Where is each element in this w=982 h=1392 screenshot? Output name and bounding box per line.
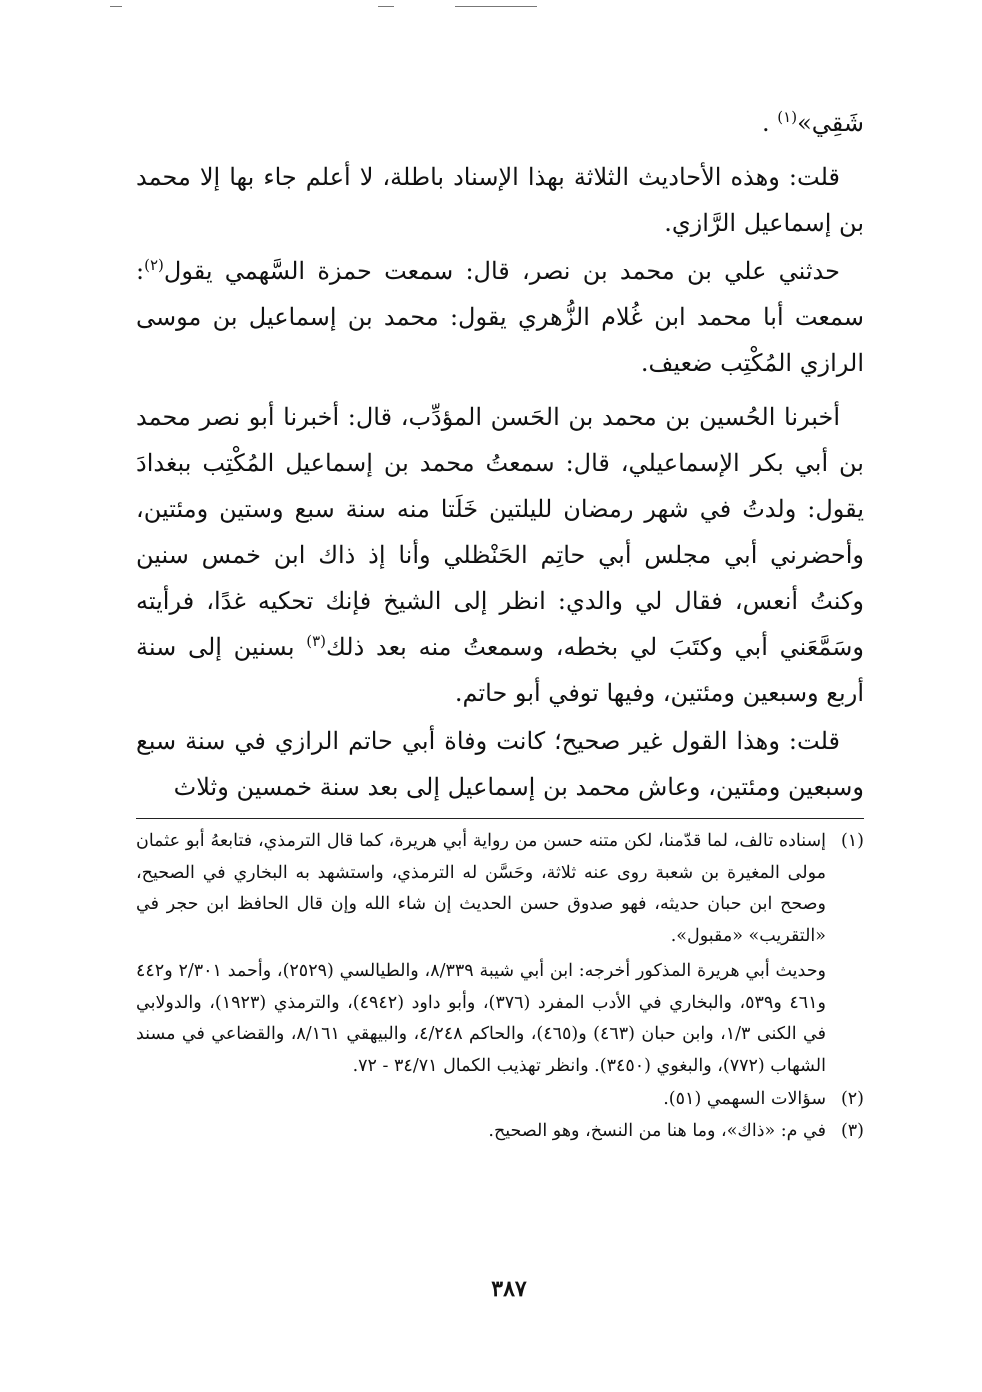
paragraph-1	[136, 154, 864, 246]
top-fragment-text: شَقِي»	[797, 109, 864, 137]
top-fragment-end: .	[762, 109, 778, 137]
paragraph-2-text-b: : سمعت أبا محمد ابن غُلام الزُّهري يقول: محمد بن إسماعيل بن موسى الرازي المُكْتِب ضعيف.	[136, 257, 864, 377]
footnote-ref-1: (١)	[777, 108, 798, 126]
footnote-1-text: إسناده تالف، لما قدّمنا، لكن متنه حسن من رواية أبي هريرة، كما قال الترمذي، فتابعهُ أبو عثمان مولى المغيرة بن شعبة روى عنه ثلاثة، وحَسَّن له الترمذي، واستشهد به البخاري في الصحيح، وصحح ابن حبان حديثه، فهو صدوق حسن الحديث إن شاء الله وإن قال الحافظ ابن حجر في «التقريب» «مقبول».	[136, 831, 826, 946]
footnote-3-number: (٣)	[840, 1120, 864, 1141]
top-fragment-line	[136, 100, 864, 146]
footnote-3-text: في م: «ذاك»، وما هنا من النسخ، وهو الصحيح.	[488, 1120, 826, 1141]
footnote-ref-3: (٣)	[306, 632, 327, 650]
paragraph-3	[136, 394, 864, 716]
scan-artifact	[378, 6, 394, 7]
paragraph-3-text-b: بسنين إلى سنة أربع وسبعين ومئتين، وفيها توفي أبو حاتم.	[136, 633, 864, 707]
paragraph-4	[136, 718, 864, 810]
paragraph-3-text-a: أخبرنا الحُسين بن محمد بن الحَسن المؤدِّب، قال: أخبرنا أبو نصر محمد بن أبي بكر الإسماعيلي، قال: سمعتُ محمد بن إسماعيل المُكْتِب ببغدادَ يقول: ولدتُ في شهر رمضان لليلتين خَلَتا منه سنة سبع وستين ومئتين، وأحضرني أبي مجلس أبي حاتِم الحَنْظلي وأنا إذ ذاك ابن خمس سنين وكنتُ أنعس، فقال لي والدي: انظر إلى الشيخ فإنك تحكيه غدًا، فرأيته وسَمَّعَني أبي وكتَبَ لي بخطه، وسمعتُ منه بعد ذلك	[136, 403, 865, 661]
footnote-1	[136, 826, 864, 952]
footnote-3	[136, 1116, 864, 1148]
paragraph-4-text: قلت: وهذا القول غير صحيح؛ كانت وفاة أبي حاتم الرازي في سنة سبع وسبعين ومئتين، وعاش محمد بن إسماعيل إلى بعد سنة خمسين وثلاث	[136, 727, 864, 801]
footnotes	[136, 826, 864, 1147]
footnote-separator	[136, 818, 864, 819]
paragraph-2-text-a: حدثني علي بن محمد بن نصر، قال: سمعت حمزة السَّهمي يقول	[163, 257, 840, 285]
page-number: ٣٨٧	[491, 1276, 527, 1302]
footnote-1-continuation: وحديث أبي هريرة المذكور أخرجه: ابن أبي شيبة ٨/٣٣٩، والطيالسي (٢٥٢٩)، وأحمد ٢/٣٠١ و٤٤٢ و٤٦١ و٥٣٩، والبخاري في الأدب المفرد (٣٧٦)، وأبو داود (٤٩٤٢)، والترمذي (١٩٢٣)، والدولابي في الكنى ١/٣، وابن حبان (٤٦٣) و(٤٦٥)، والحاكم ٤/٢٤٨، والبيهقي ٨/١٦١، والقضاعي في مسند الشهاب (٧٧٢)، والبغوي (٣٤٥٠). وانظر تهذيب الكمال ٣٤/٧١ - ٧٢.	[136, 961, 827, 1076]
footnote-1-number: (١)	[840, 831, 864, 851]
footnote-ref-2: (٢)	[144, 256, 164, 274]
footnote-2-text: سؤالات السهمي (٥١).	[663, 1089, 826, 1109]
footnote-2-number: (٢)	[840, 1089, 864, 1109]
scan-artifact	[455, 6, 537, 7]
paragraph-2	[136, 248, 864, 386]
footnote-2	[136, 1084, 864, 1116]
paragraph-1-text: قلت: وهذه الأحاديث الثلاثة بهذا الإسناد باطلة، لا أعلم جاء بها إلا محمد بن إسماعيل الرَّازي.	[136, 163, 864, 237]
scan-artifact	[110, 6, 122, 7]
